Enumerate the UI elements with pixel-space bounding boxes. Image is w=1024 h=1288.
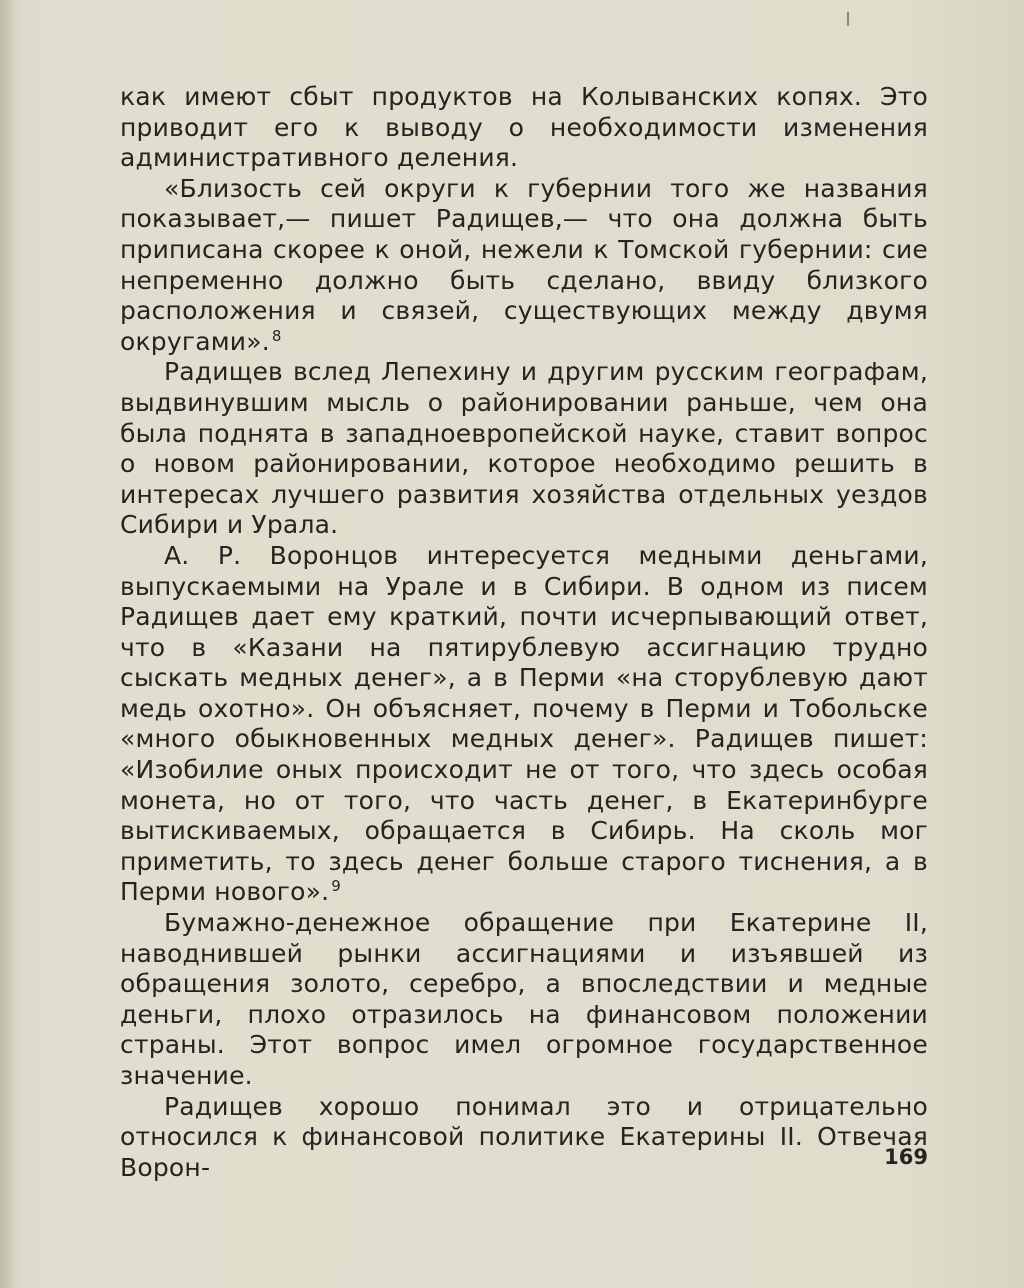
body-text	[120, 82, 928, 1183]
footnote-ref-9: 9	[331, 877, 341, 896]
paper-mark	[847, 12, 849, 26]
paragraph-4: А. Р. Воронцов интересуется медными деньгами, выпускаемыми на Урале и в Сибири. В одном из писем Радищев дает ему краткий, почти исчерпывающий ответ, что в «Казани на пятирублевую ассигнацию трудно сыскать медных денег», а в Перми «на сторублевую дают медь охотно». Он объясняет, почему в Перми и Тобольске «много обыкновенных медных денег». Радищев пишет: «Изобилие оных происходит не от того, что здесь особая монета, но от того, что часть денег, в Екатеринбурге вытискиваемых, обращается в Сибирь. На сколь мог приметить, то здесь денег больше старого тиснения, а в Перми нового». $^9$	[120, 540, 928, 907]
paragraph-5: Бумажно-денежное обращение при Екатерине II, наводнившей рынки ассигнациями и изъявшей из обращения золото, серебро, а впоследствии и медные деньги, плохо отразилось на финансовом положении страны. Этот вопрос имел огромное государственное значение.	[120, 908, 928, 1090]
page-spine-shadow	[0, 0, 14, 1288]
paragraph-6: Радищев хорошо понимал это и отрицательно относился к финансовой политике Екатерины II. Отвечая Ворон-	[120, 1091, 928, 1182]
page-number: 169	[884, 1145, 928, 1169]
paragraph-3: Радищев вслед Лепехину и другим русским географам, выдвинувшим мысль о районировании раньше, чем она была поднята в западноевропейской науке, ставит вопрос о новом районировании, которое необходимо решить в интересах лучшего развития хозяйства отдельных уездов Сибири и Урала.	[120, 357, 928, 540]
paragraph-2: «Близость сей округи к губернии того же названия показывает,— пишет Радищев,— что она должна быть приписана скорее к оной, нежели к Томской губернии: сие непременно должно быть сделано, ввиду близкого расположения и связей, существующих между двумя округами». $^8$	[120, 173, 928, 356]
paragraph-1: как имеют сбыт продуктов на Колыванских копях. Это приводит его к выводу о необходимости изменения административного деления.	[120, 82, 928, 173]
footnote-ref-8: 8	[271, 326, 282, 345]
